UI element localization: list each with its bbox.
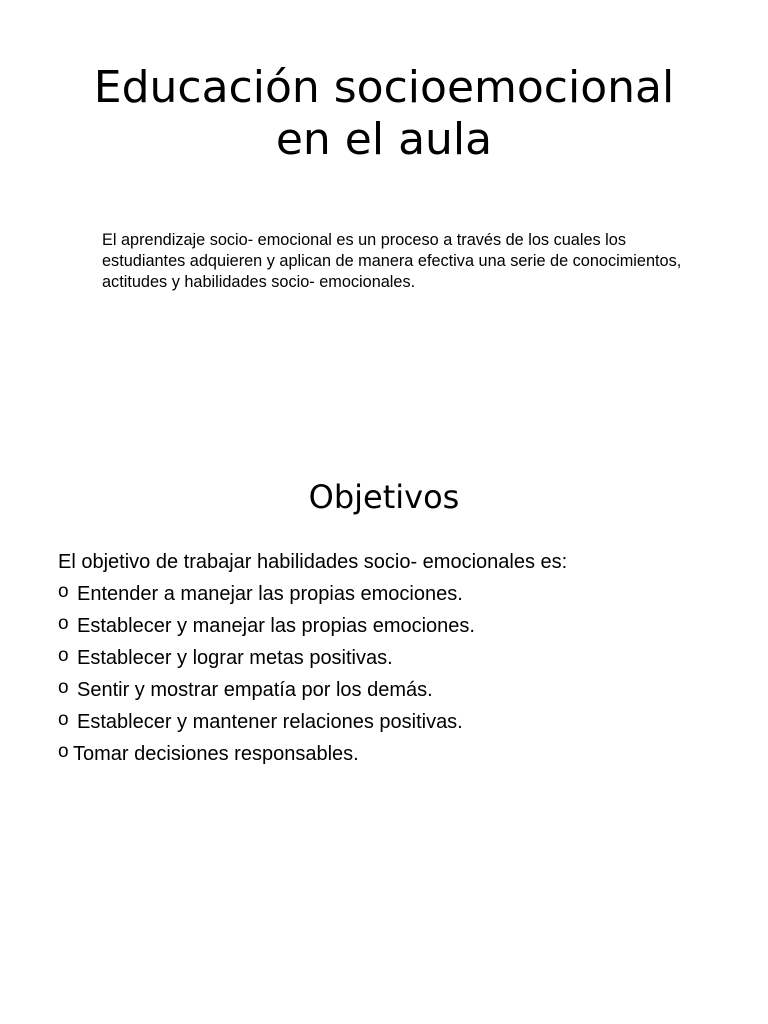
- list-item: [58, 612, 718, 644]
- bullet-marker: o: [58, 677, 69, 698]
- list-item: [58, 676, 718, 708]
- list-item-text: Establecer y manejar las propias emociones.: [77, 615, 475, 637]
- list-item: [58, 644, 718, 676]
- bullet-marker: o: [58, 613, 69, 634]
- bullet-marker: o: [58, 709, 69, 730]
- intro-paragraph: El aprendizaje socio- emocional es un proceso a través de los cuales los estudiantes adquieren y aplican de manera efectiva una serie de conocimientos, actitudes y habilidades socio- emocionales.: [102, 231, 682, 291]
- page-title: Educación socioemocional en el aula: [93, 62, 675, 165]
- bullet-marker: o: [58, 645, 69, 666]
- list-item-text: Tomar decisiones responsables.: [73, 743, 359, 765]
- list-item-text: Establecer y lograr metas positivas.: [77, 647, 393, 669]
- objectives-lead: El objetivo de trabajar habilidades socio- emocionales es:: [58, 551, 568, 573]
- objectives-heading: Objetivos: [308, 478, 460, 516]
- list-item: [58, 740, 718, 772]
- objectives-list: [58, 580, 718, 772]
- bullet-marker: o: [58, 581, 69, 602]
- list-item: [58, 708, 718, 740]
- list-item-text: Sentir y mostrar empatía por los demás.: [77, 679, 433, 701]
- list-item-text: Establecer y mantener relaciones positivas.: [77, 711, 463, 733]
- list-item-text: Entender a manejar las propias emociones.: [77, 583, 463, 605]
- list-item: [58, 580, 718, 612]
- bullet-marker: o: [58, 741, 69, 762]
